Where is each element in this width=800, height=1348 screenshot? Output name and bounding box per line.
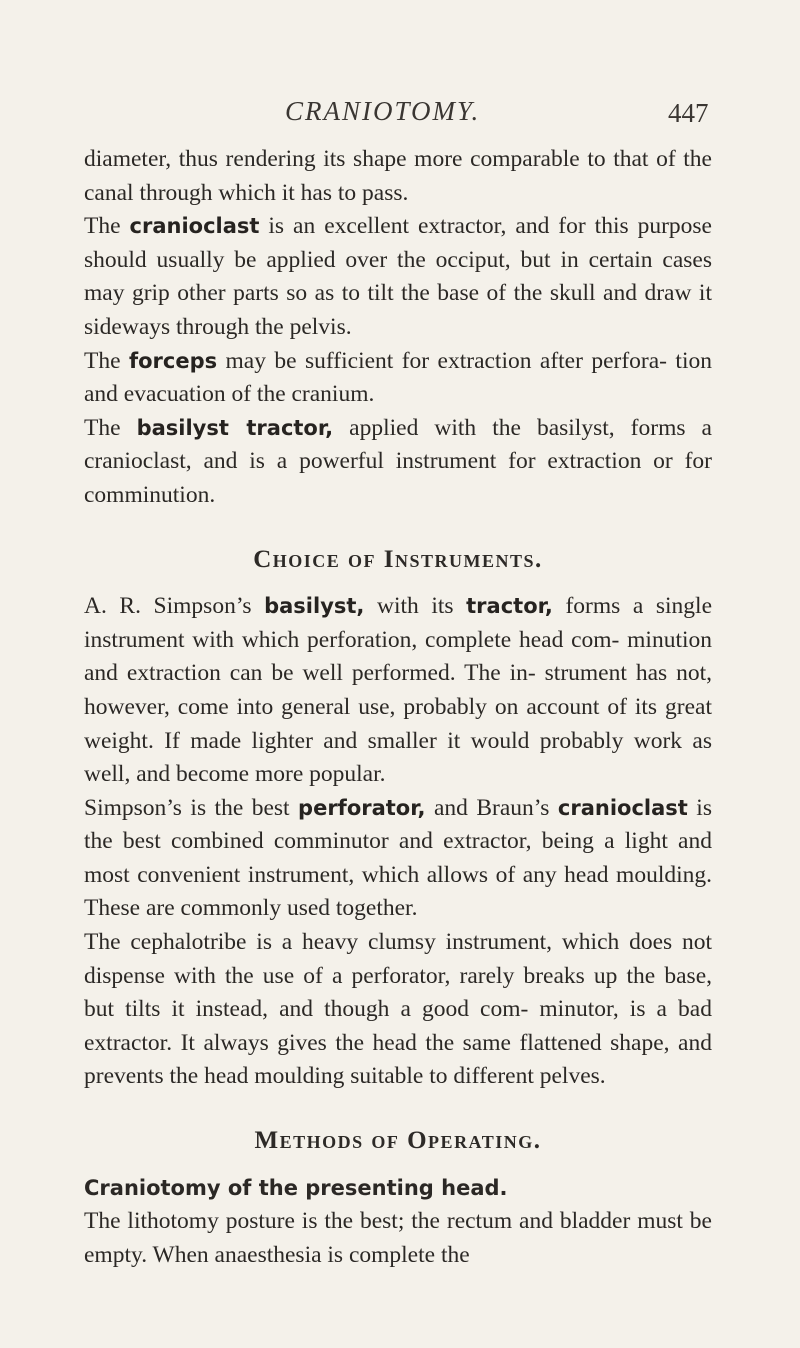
section-heading-choice-of-instruments: Choice of Instruments. — [253, 545, 543, 573]
cranioclast-pre: The — [84, 213, 130, 240]
term-forceps: forceps — [128, 348, 218, 373]
paragraph-lithotomy — [84, 1205, 712, 1272]
page-number: 447 — [668, 98, 709, 128]
subheading-craniotomy-presenting-head: Craniotomy of the presenting head. — [84, 1175, 508, 1200]
term-perforator: perforator, — [298, 795, 426, 820]
term-cranioclast: cranioclast — [129, 214, 260, 239]
basilyst-tractor-pre: The — [84, 414, 137, 441]
paragraph-simpson-basilyst — [84, 590, 712, 792]
perforator-mid: and Braun’s — [425, 794, 558, 821]
paragraph-diameter — [84, 143, 712, 210]
simpson-basilyst-pre: A. R. Simpson’s — [84, 593, 265, 620]
running-title: CRANIOTOMY. — [285, 96, 481, 126]
paragraph-cephalotribe — [84, 926, 712, 1094]
perforator-pre: Simpson’s is the best — [84, 794, 299, 821]
running-head — [0, 96, 800, 136]
paragraph-cranioclast — [84, 210, 712, 344]
term-tractor: tractor, — [466, 594, 553, 619]
paragraph-cephalotribe-text: The cephalotribe is a heavy clumsy instrument, which does not dispense with the use of a perforator, rarely breaks up the base, but tilts it instead, and though a good com- minutor, is a bad extractor. It always gives the head the same flattened shape, and prevents the head moulding suitable to different pelves. — [84, 929, 712, 1090]
term-braun-cranioclast: cranioclast — [557, 795, 688, 820]
paragraph-diameter-text: diameter, thus rendering its shape more comparable to that of the canal through which it has to pass. — [84, 146, 712, 206]
section-heading-methods-of-operating: Methods of Operating. — [254, 1127, 542, 1155]
paragraph-lithotomy-text: The lithotomy posture is the best; the rectum and bladder must be empty. When anaesthesia is complete the — [84, 1208, 712, 1268]
paragraph-forceps — [84, 345, 712, 412]
term-basilyst-tractor: basilyst tractor, — [136, 415, 334, 440]
cranioclast-post: is an excellent extractor, and for this purpose should usually be applied over the occiput, but in certain cases may grip other parts so as to tilt the base of the skull and draw it sideways through the pelvis. — [84, 213, 712, 340]
forceps-post: may be sufficient for extraction after perfora- tion and evacuation of the cranium. — [84, 347, 712, 408]
simpson-basilyst-post: forms a single instrument with which perforation, complete head com- minution and extraction can be well performed. The in- strument has not, however, come into general use, probably on account of its great weight. If made lighter and smaller it would probably work as well, and become more popular. — [84, 593, 713, 788]
term-basilyst: basilyst, — [264, 594, 365, 619]
simpson-basilyst-mid: with its — [364, 593, 467, 620]
forceps-pre: The — [84, 347, 129, 374]
basilyst-tractor-post: applied with the basilyst, forms a cranioclast, and is a powerful instrument for extraction or for comminution. — [84, 414, 712, 508]
perforator-post: is the best combined comminutor and extractor, being a light and most convenient instrument, which allows of any head moulding. These are commonly used together. — [84, 794, 712, 922]
body-text — [84, 143, 712, 1272]
paragraph-basilyst-tractor — [84, 412, 712, 513]
paragraph-perforator — [84, 792, 712, 926]
